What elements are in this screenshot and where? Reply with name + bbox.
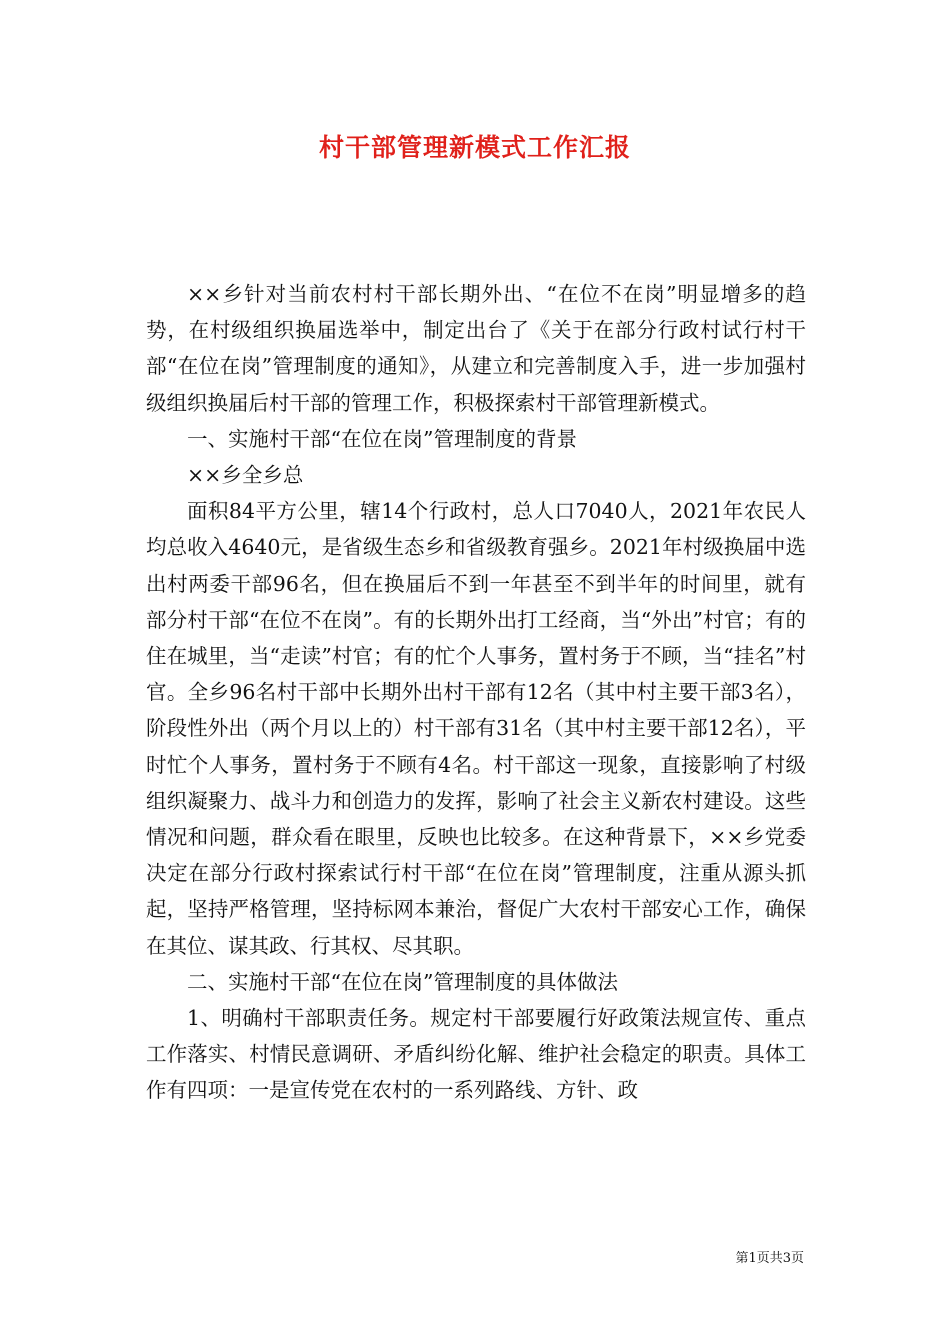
paragraph-duties: 1、明确村干部职责任务。规定村干部要履行好政策法规宣传、重点工作落实、村情民意调研、矛盾纠纷化解、维护社会稳定的职责。具体工作有四项：一是宣传党在农村的一系列路线、方针、政	[146, 1006, 806, 1103]
document-title: 村干部管理新模式工作汇报	[318, 133, 631, 162]
section-heading-background: 一、实施村干部“在位在岗”管理制度的背景	[187, 426, 577, 451]
paragraph-background-details: 面积84平方公里，辖14个行政村，总人口7040人，2021年农民人均总收入4640元，是省级生态乡和省级教育强乡。2021年村级换届中选出村两委干部96名，但在换届后不到一年甚至不到半年的时间里，就有部分村干部“在位不在岗”。有的长期外出打工经商，当“外出”村官；有的住在城里，当“走读”村官；有的忙个人事务，置村务于不顾，当“挂名”村官。全乡96名村干部中长期外出村干部有12名（其中村主要干部3名），阶段性外出（两个月以上的）村干部有31名（其中村主要干部12名），平时忙个人事务，置村务于不顾有4名。村干部这一现象，直接影响了村级组织凝聚力、战斗力和创造力的发挥，影响了社会主义新农村建设。这些情况和问题，群众看在眼里，反映也比较多。在这种背景下，××乡党委决定在部分行政村探索试行村干部“在位在岗”管理制度，注重从源头抓起，坚持严格管理，坚持标网本兼治，督促广大农村干部安心工作，确保在其位、谋其政、行其权、尽其职。	[146, 499, 806, 958]
section-heading-methods: 二、实施村干部“在位在岗”管理制度的具体做法	[187, 969, 618, 994]
page-number: 第1页共3页	[735, 1251, 804, 1266]
document-body	[146, 276, 806, 1109]
paragraph-intro: ××乡针对当前农村村干部长期外出、“在位不在岗”明显增多的趋势，在村级组织换届选举中，制定出台了《关于在部分行政村试行村干部“在位在岗”管理制度的通知》，从建立和完善制度入手，进一步加强村级组织换届后村干部的管理工作，积极探索村干部管理新模式。	[146, 282, 806, 415]
paragraph-fragment: ××乡全乡总	[187, 463, 304, 488]
